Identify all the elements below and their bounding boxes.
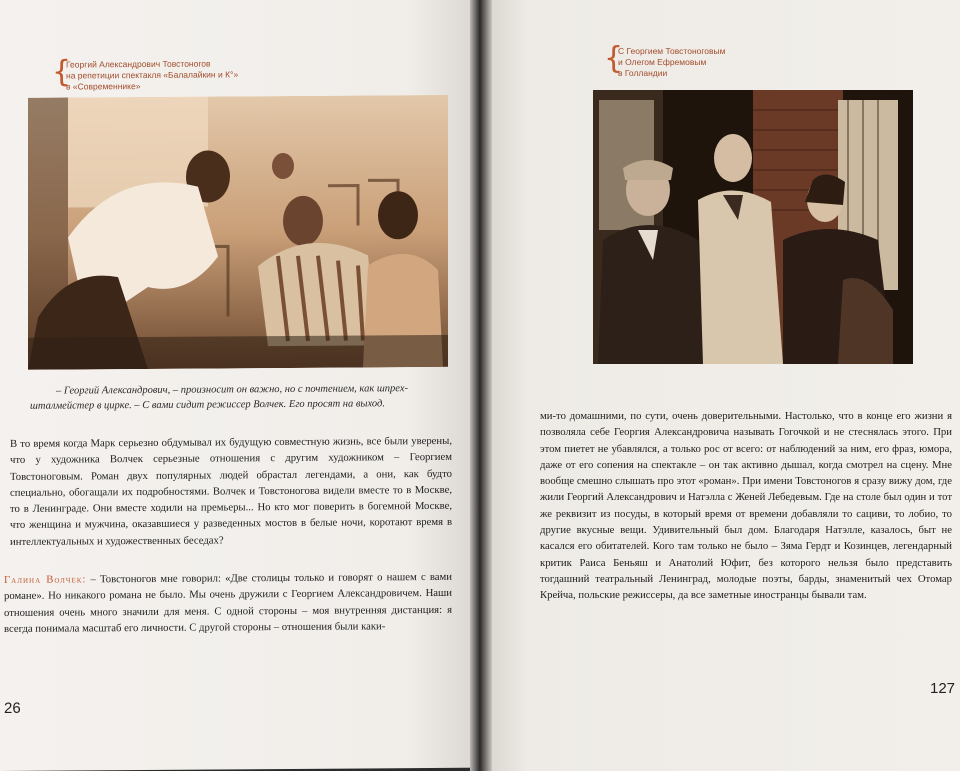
caption-line: С Георгием Товстоноговым	[618, 46, 726, 56]
rehearsal-photo-image	[28, 95, 448, 370]
caption-line: в Голландии	[618, 68, 668, 78]
holland-photo	[593, 90, 913, 364]
right-photo-caption	[604, 41, 818, 79]
caption-line: и Олегом Ефремовым	[618, 57, 707, 67]
left-paragraph: В то время когда Марк серьезно обдумывал их будущую совместную жизнь, все были уверены, что у художника Волчек серьезные отношения с другим художником – Георгием Товстоноговым. Роман двух популярных людей обрастал легендами, а они, как будто специально, обогащали их подробностями. Волчек и Товстоногова видели вместе то в Москве, то в Ленинграде. Они вместе ходили на премьеры... Но кто мог поверить в богемной Москве, что женщина и мужчина, оказавшиеся у разведенных мостов в белые ночи, коротают время в интеллектуальных и художественных беседах?	[10, 434, 452, 548]
book-gutter	[470, 0, 492, 771]
rehearsal-photo	[28, 95, 448, 370]
left-photo-caption	[52, 54, 296, 93]
page-number-left: 26	[4, 699, 21, 717]
holland-photo-image	[593, 90, 913, 364]
speech-text: – Товстоногов мне говорил: «Две столицы только и говорят о нашем с вами романе». Но никакого романа не было. Мы очень дружили с Георгием Александровичем. Наши отношения очень много значили для меня. С одной стороны – моя внутренняя дистанция: я всегда понимала масштаб его личности. С другой стороны – отношения были каки-	[4, 570, 452, 635]
right-page	[480, 0, 960, 771]
dialogue-quote: – Георгий Александрович, – произносит он важно, но с почтением, как шпрех-шталмейстер в цирке. – С вами сидит режиссер Волчек. Его просят на выход.	[30, 383, 408, 412]
speaker-name: Галина Волчек:	[4, 573, 87, 586]
speech-paragraph	[4, 569, 452, 637]
right-paragraph: ми-то домашними, по сути, очень доверительными. Настолько, что в конце его жизни я позволяла себе Георгия Александровича называть Гогочкой и не стеснялась этого. При этом пиетет не убавлялся, а только рос от всего: от наблюдений за ним, его фраз, юмора, даже от его сопения на спектакле – он так активно дышал, когда смотрел на сцену. Мне вообще смешно слышать про этот «роман». При имени Товстоногов я сразу вижу дом, где жили Георгий Александрович и Натэлла с Женей Лебедевым. Где на столе был один и тот же реквизит из посуды, в который время от времени добавляли то сациви, то лобио, то другие вкусные вещи. Удивительный был дом. Благодаря Натэлле, казалось, быт не касался его обитателей. Кого там только не было – Зяма Гердт и Козинцев, легендарный критик Раиса Беньяш и Анатолий Юфит, без которого нельзя было представить тогдашний театральный Ленинград, молодые поэты, барды, знаменитый чех Отомар Крейча, польские режиссеры, да все заметные иностранцы бывали там.	[540, 410, 952, 602]
caption-bracket-icon: {	[604, 41, 624, 76]
caption-line: Георгий Александрович Товстоногов	[66, 58, 211, 70]
caption-bracket-icon: {	[52, 54, 72, 90]
caption-line: в «Современнике»	[66, 81, 141, 92]
page-number-right: 127	[930, 680, 956, 697]
caption-line: на репетиции спектакля «Балалайкин и К°»	[66, 69, 239, 81]
